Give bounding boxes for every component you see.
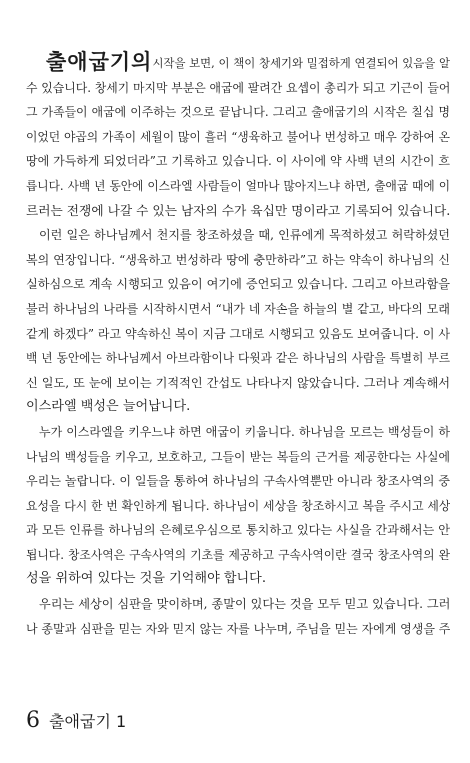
text-line: 그 가족들이 애굽에 이주하는 것으로 끝납니다. 그리고 출애굽기의 시작은 칠십 명 <box>26 105 450 120</box>
text-line: 복의 연장입니다. “생육하고 번성하라 땅에 충만하라”고 하는 약속이 하나님의 신 <box>26 252 450 267</box>
text-line: 성을 위하여 있다는 것을 기억해야 합니다. <box>26 571 266 587</box>
text-line: 이스라엘 백성은 늘어납니다. <box>26 399 191 415</box>
text-line: 수 있습니다. 창세기 마지막 부분은 애굽에 팔려간 요셉이 총리가 되고 기근이 들어 <box>26 80 450 95</box>
text-line-content: 시작을 보면, 이 책이 창세기와 밀접하게 연결되어 있음을 알 <box>152 56 450 70</box>
text-line: 같게 하겠다” 라고 약속하신 복이 지금 그대로 시행되고 있음도 보여줍니다. 이 사 <box>26 326 450 341</box>
text-line: 나 종말과 심판을 믿는 자와 믿지 않는 자를 나누며, 주님을 믿는 자에게 영생을 주 <box>26 621 450 636</box>
text-line: 누가 이스라엘을 키우느냐 하면 애굽이 키웁니다. 하나님을 모르는 백성들이 하 <box>39 424 450 439</box>
text-line: 땅에 가득하게 되었더라”고 기록하고 있습니다. 이 사이에 약 사백 년의 시간이 흐 <box>26 154 450 169</box>
body-text <box>26 50 450 641</box>
text-line: 불러 하나님의 나라를 시작하시면서 “내가 네 자손을 하늘의 별 같고, 바다의 모래 <box>26 301 450 316</box>
text-line: 르러는 전쟁에 나갈 수 있는 남자의 수가 육십만 명이라고 기록되어 있습니다. <box>26 202 450 218</box>
text-line: 실하심으로 계속 시행되고 있음이 여기에 증언되고 있습니다. 그리고 아브라함을 <box>26 277 450 292</box>
text-line: 우리는 세상이 심판을 맞이하며, 종말이 있다는 것을 모두 믿고 있습니다. 그러 <box>39 597 450 612</box>
text-line: 나님의 백성들을 키우고, 보호하고, 그들이 받는 복들의 근거를 제공한다는 사실에 <box>26 449 450 464</box>
chapter-opening-word: 출애굽기의 <box>46 50 153 74</box>
text-line <box>26 50 450 76</box>
running-head: 출애굽기 1 <box>49 712 127 731</box>
text-line: 이었던 야곱의 가족이 세월이 많이 흘러 “생육하고 불어나 번성하고 매우 강하여 온 <box>26 129 450 144</box>
text-line: 백 년 동안에는 하나님께서 아브라함이나 다윗과 같은 하나님의 사람을 특별히 부르 <box>26 351 450 366</box>
text-line: 우리는 놀랍니다. 이 일들을 통하여 하나님의 구속사역뿐만 아니라 창조사역의 중 <box>26 474 450 489</box>
text-line: 이런 일은 하나님께서 천지를 창조하셨을 때, 인류에게 목적하셨고 허락하셨던 <box>39 228 450 243</box>
text-line: 요성을 다시 한 번 확인하게 됩니다. 하나님이 세상을 창조하시고 복을 주시고 세상 <box>26 498 450 513</box>
text-line: 과 모든 인류를 하나님의 은혜로우심으로 통치하고 있다는 사실을 간과해서는 안 <box>26 523 450 538</box>
page-number: 6 <box>26 708 40 733</box>
text-line: 신 일도, 또 눈에 보이는 기적적인 간섭도 나타나지 않았습니다. 그러나 계속해서 <box>26 375 450 390</box>
text-line: 됩니다. 창조사역은 구속사역의 기초를 제공하고 구속사역이란 결국 창조사역의 완 <box>26 547 450 562</box>
text-line: 릅니다. 사백 년 동안에 이스라엘 사람들이 얼마나 많아지느냐 하면, 출애굽 때에 이 <box>26 178 450 193</box>
page-footer <box>26 708 126 733</box>
